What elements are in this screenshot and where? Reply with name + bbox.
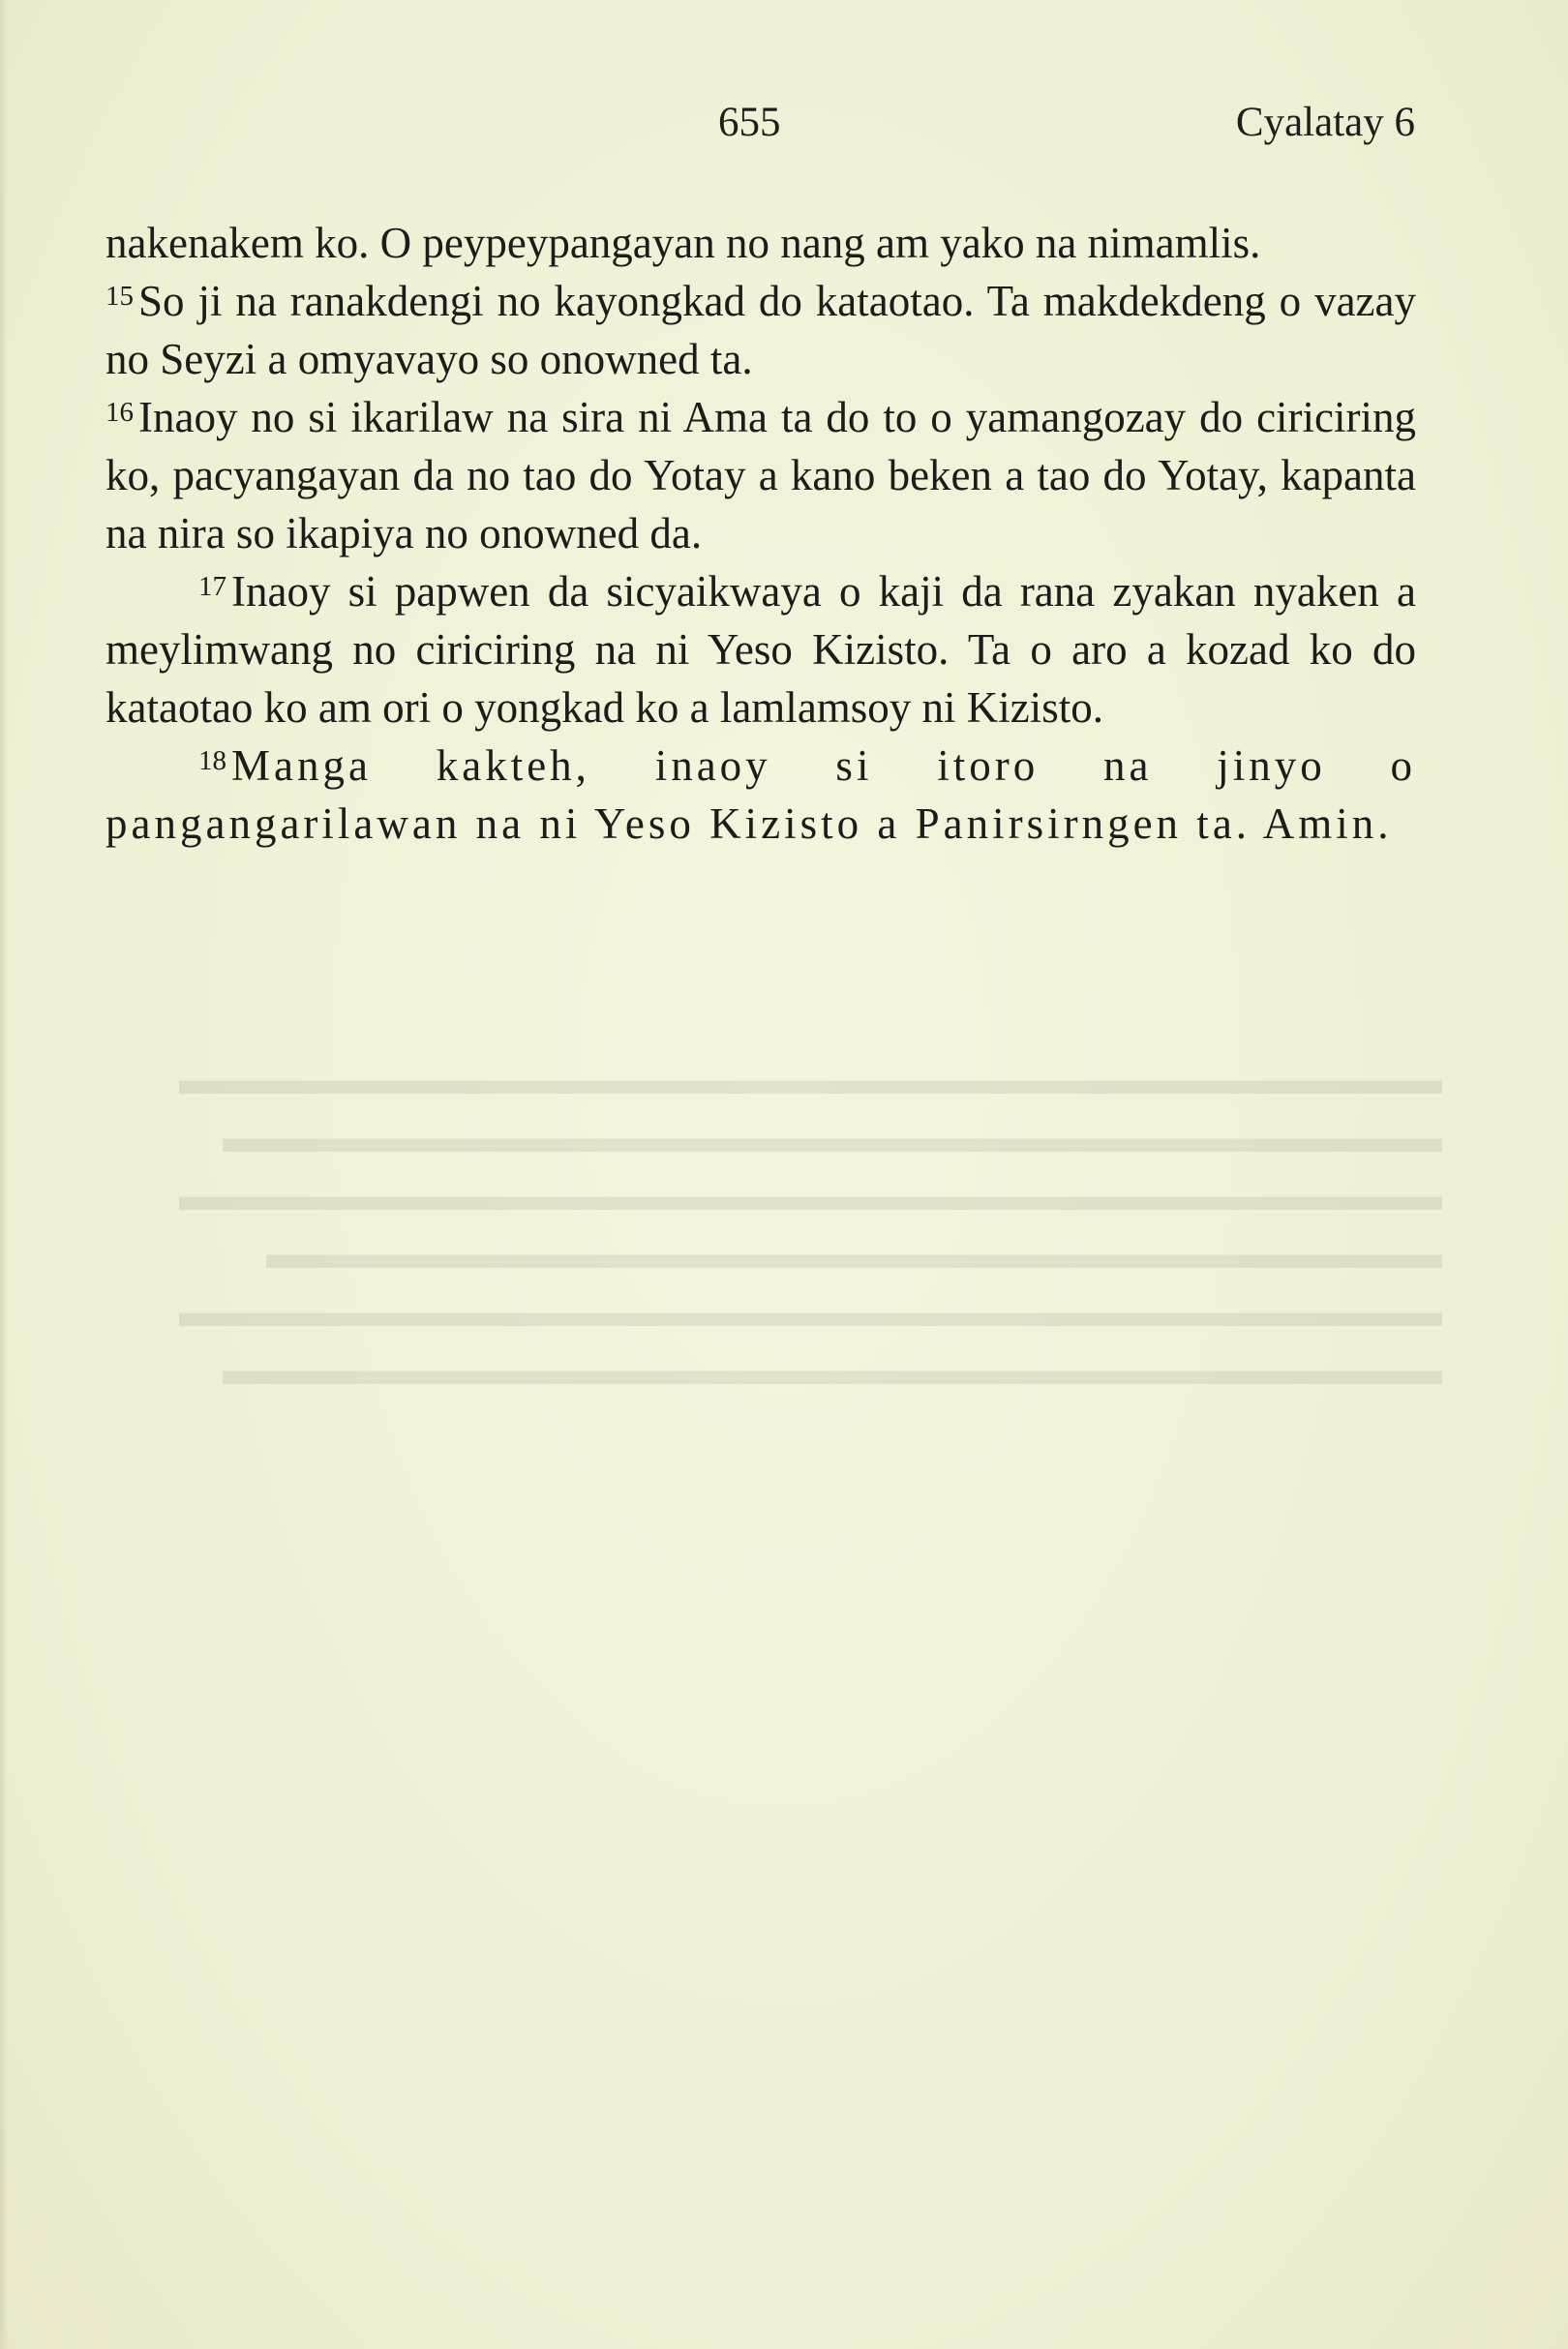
verse-text: Manga kakteh, inaoy si itoro na jinyo o pangangarilawan na ni Yeso Kizisto a Panirsirngen ta. Amin. xyxy=(106,741,1416,848)
show-through-texture: ▬▬▬▬▬▬▬▬▬▬▬▬▬▬▬▬▬▬▬▬▬▬▬▬▬▬▬▬▬ ▬▬▬▬▬▬▬▬▬▬▬▬▬▬▬▬▬▬▬▬▬▬▬▬▬▬▬▬ ▬▬▬▬▬▬▬▬▬▬▬▬▬▬▬▬▬▬▬▬▬▬▬▬▬▬▬▬▬ ▬▬▬▬▬▬▬▬▬▬▬▬▬▬▬▬▬▬▬▬▬▬▬▬▬▬▬ ▬▬▬▬▬▬▬▬▬▬▬▬▬▬▬▬▬▬▬▬▬▬▬▬▬▬▬▬▬ ▬▬▬▬▬▬▬▬▬▬▬▬▬▬▬▬▬▬▬▬▬▬▬▬▬▬▬▬ xyxy=(179,1055,1442,1394)
paragraph-text: nakenakem ko. O peypeypangayan no nang am yako na nimamlis. xyxy=(106,219,1261,267)
page-number: 655 xyxy=(718,100,781,145)
verse-paragraph xyxy=(106,388,1416,562)
page-header xyxy=(0,99,1568,157)
verse-paragraph xyxy=(106,272,1416,388)
verse-number: 15 xyxy=(106,281,134,312)
verse-paragraph xyxy=(106,737,1416,853)
verse-text: Inaoy si papwen da sicyaikwaya o kaji da rana zyakan nyaken a meylimwang no ciriciring na ni Yeso Kizisto. Ta o aro a kozad ko do kataotao ko am ori o yongkad ko a lamlamsoy ni Kizisto. xyxy=(106,567,1416,732)
verse-paragraph xyxy=(106,562,1416,737)
paragraph-continuation xyxy=(106,214,1416,272)
running-head: Cyalatay 6 xyxy=(1235,100,1415,145)
page-edge-shadow xyxy=(0,0,8,2349)
verse-text: So ji na ranakdengi no kayongkad do kataotao. Ta makdekdeng o vazay no Seyzi a omyavayo so onowned ta. xyxy=(106,277,1416,383)
verse-text: Inaoy no si ikarilaw na sira ni Ama ta do to o yamangozay do ciriciring ko, pacyangayan da no tao do Yotay a kano beken a tao do Yotay, kapanta na nira so ikapiya no onowned da. xyxy=(106,393,1416,557)
verse-number: 18 xyxy=(198,745,226,776)
text-body xyxy=(106,214,1416,853)
verse-number: 17 xyxy=(198,571,226,602)
verse-number: 16 xyxy=(106,397,134,428)
